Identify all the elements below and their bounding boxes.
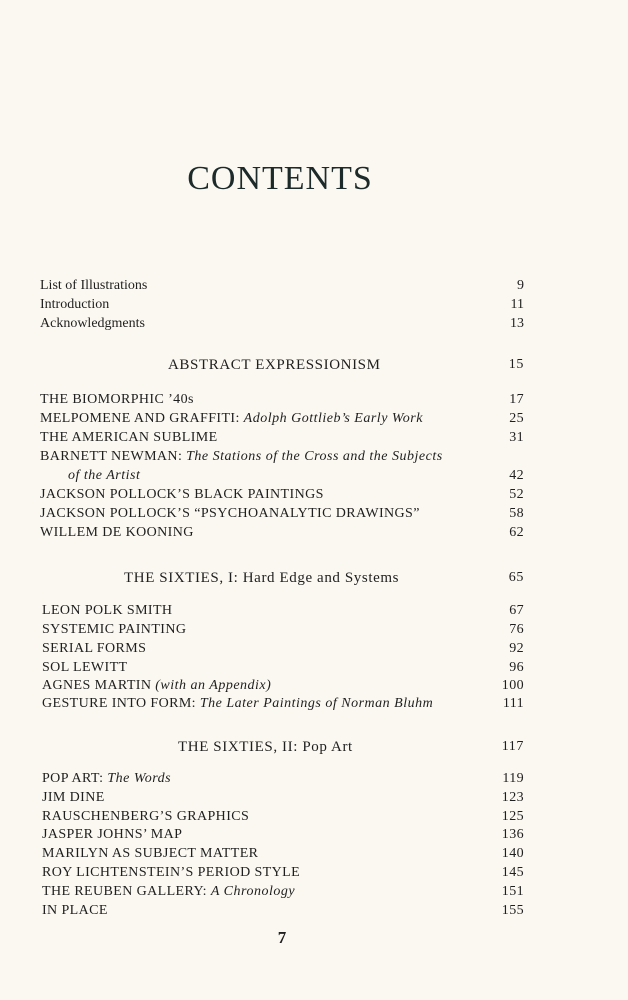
entry-title: JIM DINE <box>42 790 105 805</box>
entry-title: POP ART: <box>42 771 108 786</box>
section-page: 117 <box>501 739 524 754</box>
entry-title: MARILYN AS SUBJECT MATTER <box>42 846 259 861</box>
entry-page: 11 <box>510 297 524 312</box>
entry-title: MELPOMENE AND GRAFFITI: <box>40 411 244 426</box>
entry-title: SYSTEMIC PAINTING <box>42 622 187 637</box>
entry-page: 155 <box>501 903 524 918</box>
entry-title: WILLEM DE KOONING <box>40 525 194 540</box>
entry-page: 96 <box>509 660 524 675</box>
entry-title: SERIAL FORMS <box>42 641 147 656</box>
entry-page: 119 <box>502 771 524 786</box>
entry-subtitle: The Words <box>107 771 172 786</box>
entry-page: 67 <box>509 603 524 618</box>
entry-title: ROY LICHTENSTEIN’S PERIOD STYLE <box>42 865 301 880</box>
entry-title: BARNETT NEWMAN: <box>40 449 187 464</box>
entry-page: 13 <box>510 316 524 331</box>
entry-page: 58 <box>509 506 524 521</box>
entry-title: AGNES MARTIN <box>42 678 156 693</box>
entry-subtitle: Adolph Gottlieb’s Early Work <box>243 411 423 426</box>
entry-subtitle: The Later Paintings of Norman Bluhm <box>199 696 434 711</box>
entry-title: THE REUBEN GALLERY: <box>42 884 211 899</box>
section-page: 15 <box>508 357 524 372</box>
entry-title: JACKSON POLLOCK’S “PSYCHOANALYTIC DRAWINGS” <box>40 506 420 521</box>
entry-page: 9 <box>517 278 524 293</box>
page-number: 7 <box>277 928 287 947</box>
entry-title: List of Illustrations <box>40 278 148 293</box>
entry-subtitle: of the Artist <box>68 468 141 483</box>
entry-page: 136 <box>501 827 524 842</box>
entry-subtitle: (with an Appendix) <box>155 678 272 693</box>
entry-page: 111 <box>502 696 524 711</box>
entry-title: JASPER JOHNS’ MAP <box>42 827 183 842</box>
section-heading: THE SIXTIES, II: Pop Art <box>178 739 353 755</box>
entry-page: 42 <box>509 468 524 483</box>
page-title: CONTENTS <box>187 160 373 197</box>
entry-page: 62 <box>509 525 524 540</box>
entry-subtitle: The Stations of the Cross and the Subjects <box>186 449 443 464</box>
entry-page: 25 <box>509 411 524 426</box>
entry-title: GESTURE INTO FORM: <box>42 696 200 711</box>
entry-title: THE BIOMORPHIC ’40s <box>40 392 194 407</box>
entry-page: 31 <box>509 430 524 445</box>
entry-page: 92 <box>509 641 524 656</box>
entry-page: 151 <box>501 884 524 899</box>
entry-subtitle: A Chronology <box>210 884 296 899</box>
entry-page: 17 <box>509 392 524 407</box>
section-page: 65 <box>508 570 524 585</box>
entry-title: THE AMERICAN SUBLIME <box>40 430 218 445</box>
entry-title: IN PLACE <box>42 903 108 918</box>
entry-title: JACKSON POLLOCK’S BLACK PAINTINGS <box>40 487 324 502</box>
entry-title: Introduction <box>40 297 110 312</box>
entry-page: 123 <box>501 790 524 805</box>
entry-title: SOL LEWITT <box>42 660 128 675</box>
entry-title: Acknowledgments <box>40 316 145 331</box>
entry-page: 52 <box>509 487 524 502</box>
entry-title: RAUSCHENBERG’S GRAPHICS <box>42 809 250 824</box>
section-heading: ABSTRACT EXPRESSIONISM <box>168 357 381 373</box>
entry-title: LEON POLK SMITH <box>42 603 173 618</box>
entry-page: 125 <box>501 809 524 824</box>
entry-page: 100 <box>501 678 524 693</box>
entry-page: 140 <box>501 846 524 861</box>
entry-page: 76 <box>509 622 524 637</box>
entry-page: 145 <box>501 865 524 880</box>
section-heading: THE SIXTIES, I: Hard Edge and Systems <box>124 570 400 586</box>
